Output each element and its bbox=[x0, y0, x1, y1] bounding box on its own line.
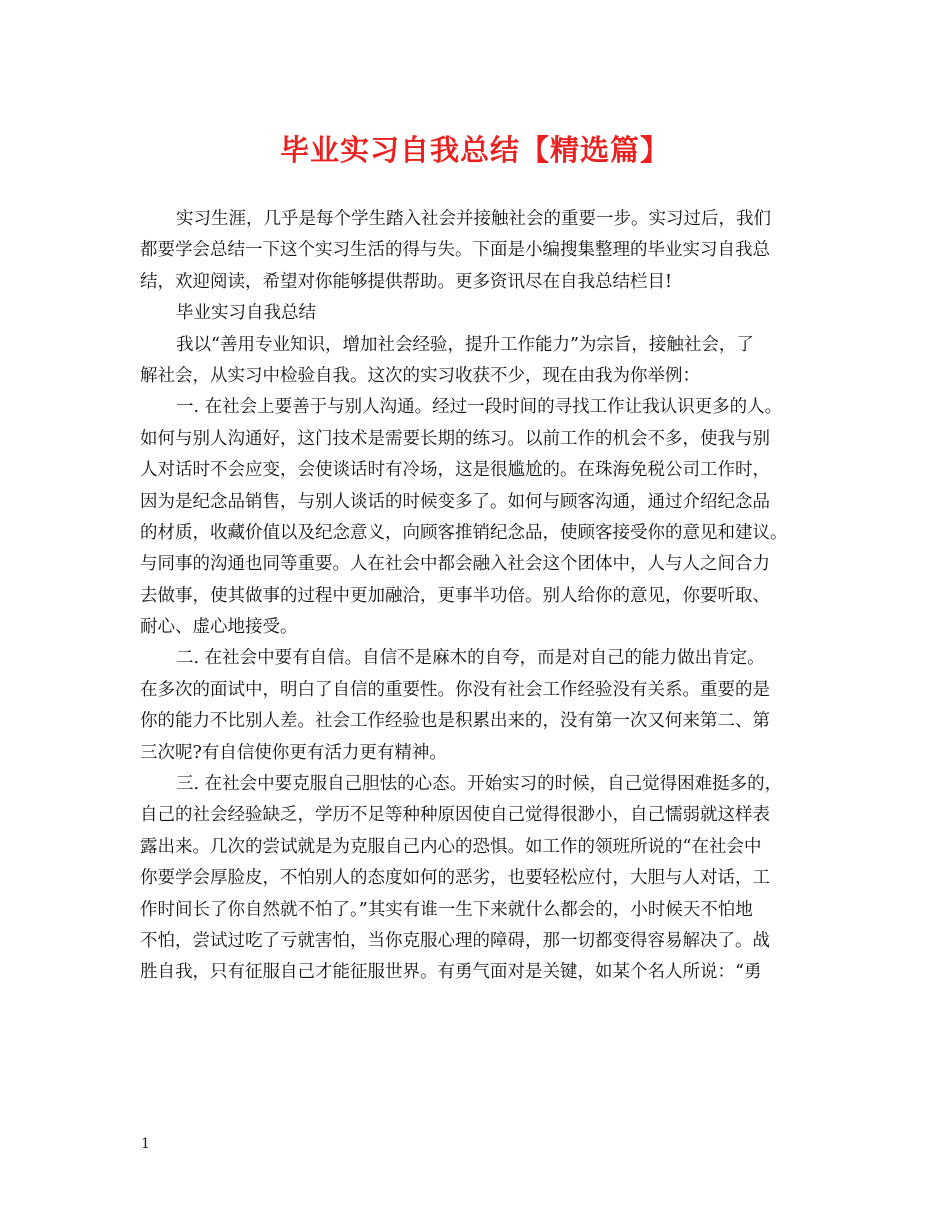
point-one-line-1: 一. 在社会上要善于与别人沟通。经过一段时间的寻找工作让我认识更多的人。 bbox=[176, 397, 783, 418]
point-two-line-2: 在多次的面试中，明白了自信的重要性。你没有社会工作经验没有关系。重要的是 bbox=[140, 679, 770, 700]
point-three-line-6: 不怕，尝试过吃了亏就害怕，当你克服心理的障碍，那一切都变得容易解决了。战 bbox=[140, 930, 770, 951]
point-three-line-2: 自己的社会经验缺乏，学历不足等种种原因使自己觉得很渺小，自己懦弱就这样表 bbox=[140, 805, 770, 826]
point-three-line-3: 露出来。几次的尝试就是为克服自己内心的恐惧。如工作的领班所说的“在社会中 bbox=[140, 836, 762, 857]
document-body bbox=[140, 204, 812, 989]
point-one-line-7: 去做事，使其做事的过程中更加融洽，更事半功倍。别人给你的意见，你要听取、 bbox=[140, 585, 770, 606]
document-title: 毕业实习自我总结【精选篇】 bbox=[279, 133, 670, 167]
point-two-line-4: 三次呢?有自信使你更有活力更有精神。 bbox=[140, 742, 447, 763]
point-two-line-3: 你的能力不比别人差。社会工作经验也是积累出来的，没有第一次又何来第二、第 bbox=[140, 711, 770, 732]
point-two-line-1: 二. 在社会中要有自信。自信不是麻木的自夸，而是对自己的能力做出肯定。 bbox=[176, 648, 765, 669]
paragraph-purpose-line-1: 我以“善用专业知识，增加社会经验，提升工作能力”为宗旨，接触社会，了 bbox=[176, 334, 754, 355]
point-three-line-1: 三. 在社会中要克服自己胆怯的心态。开始实习的时候，自己觉得困难挺多的， bbox=[176, 774, 783, 795]
point-one-line-3: 人对话时不会应变，会使谈话时有冷场，这是很尴尬的。在珠海免税公司工作时， bbox=[140, 460, 770, 481]
point-one-line-5: 的材质，收藏价值以及纪念意义，向顾客推销纪念品，使顾客接受你的意见和建议。 bbox=[140, 522, 788, 543]
point-one-line-4: 因为是纪念品销售，与别人谈话的时候变多了。如何与顾客沟通，通过介绍纪念品 bbox=[140, 491, 770, 512]
point-one-line-2: 如何与别人沟通好，这门技术是需要长期的练习。以前工作的机会不多，使我与别 bbox=[140, 428, 770, 449]
paragraph-purpose-line-2: 解社会，从实习中检验自我。这次的实习收获不少，现在由我为你举例： bbox=[140, 365, 700, 386]
point-three-line-4: 你要学会厚脸皮，不怕别人的态度如何的恶劣，也要轻松应付，大胆与人对话，工 bbox=[140, 868, 770, 889]
paragraph-intro-line-3: 结，欢迎阅读，希望对你能够提供帮助。更多资讯尽在自我总结栏目! bbox=[140, 271, 673, 292]
page-number: 1 bbox=[141, 1136, 150, 1152]
paragraph-intro-line-1: 实习生涯，几乎是每个学生踏入社会并接触社会的重要一步。实习过后，我们 bbox=[176, 209, 771, 229]
point-three-line-7: 胜自我，只有征服自己才能征服世界。有勇气面对是关键，如某个名人所说：“勇 bbox=[140, 962, 762, 983]
paragraph-intro-line-2: 都要学会总结一下这个实习生活的得与失。下面是小编搜集整理的毕业实习自我总 bbox=[140, 240, 770, 261]
section-heading: 毕业实习自我总结 bbox=[176, 303, 316, 324]
point-one-line-6: 与同事的沟通也同等重要。人在社会中都会融入社会这个团体中，人与人之间合力 bbox=[140, 554, 770, 575]
point-three-line-5: 作时间长了你自然就不怕了。”其实有谁一生下来就什么都会的，小时候天不怕地 bbox=[140, 899, 753, 920]
point-one-line-8: 耐心、虚心地接受。 bbox=[140, 617, 298, 638]
